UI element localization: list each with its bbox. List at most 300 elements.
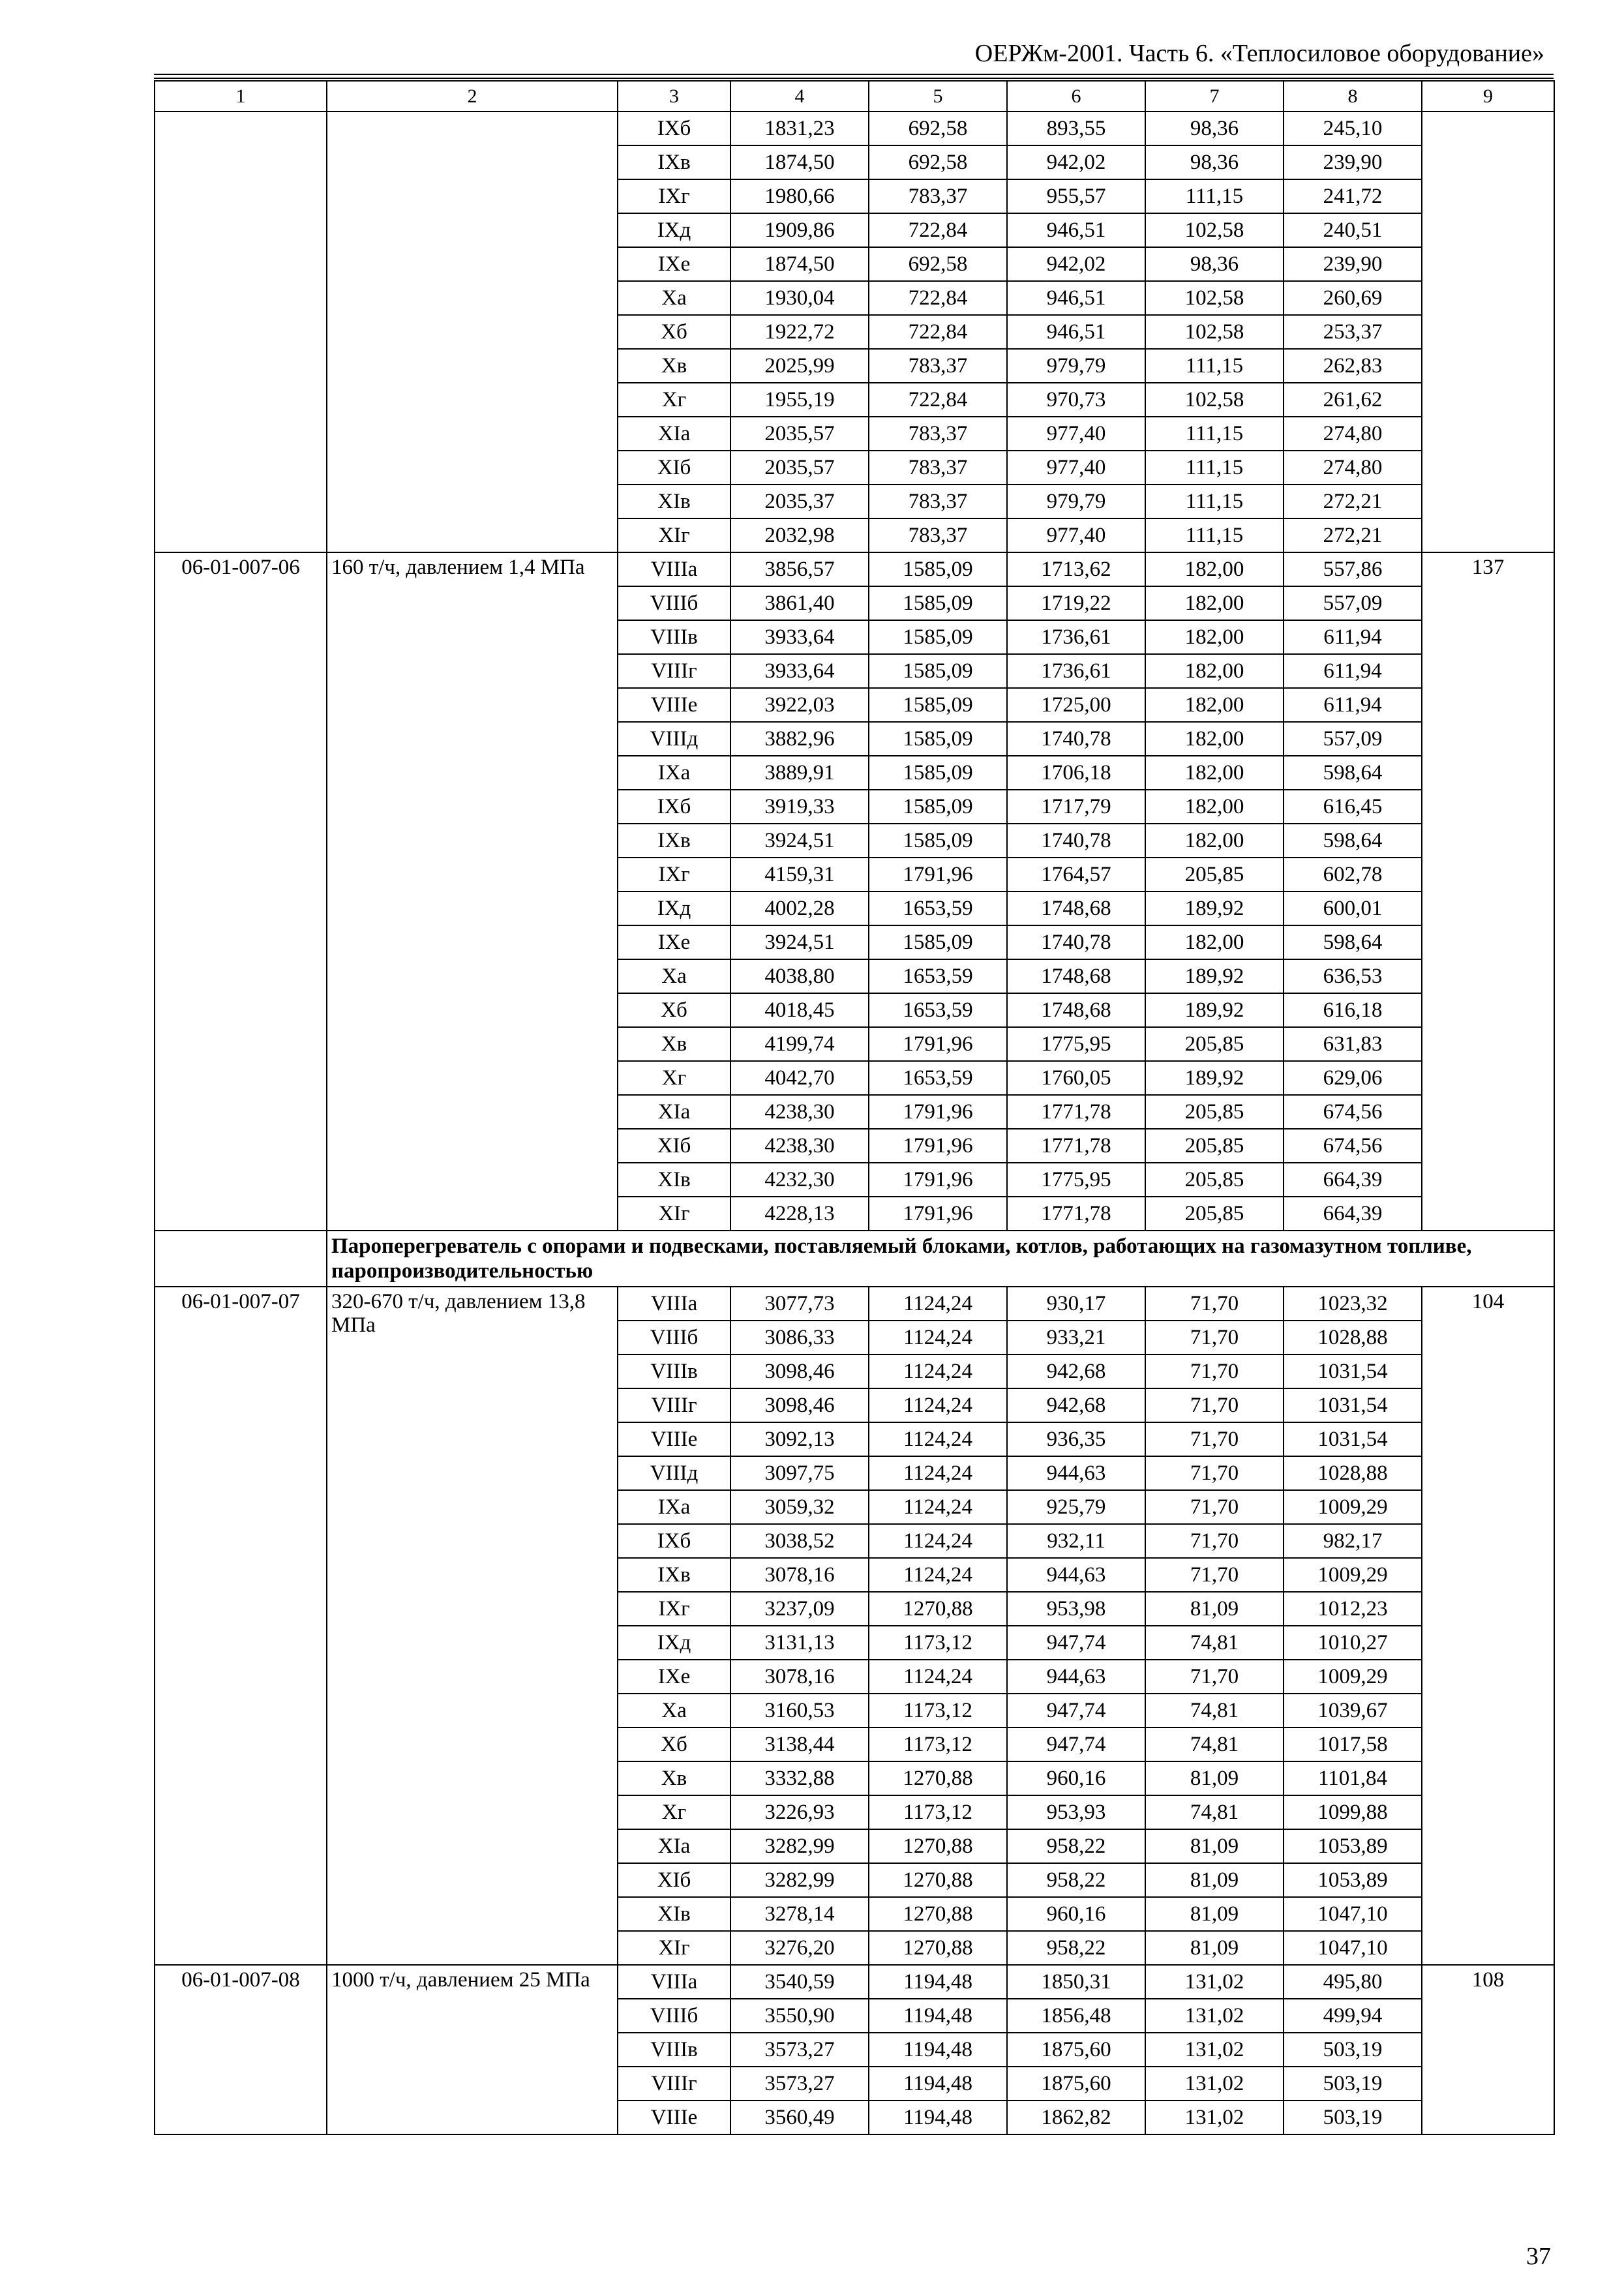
operator-wages-cell: 98,36 <box>1145 112 1284 145</box>
operator-wages-cell: 71,70 <box>1145 1456 1284 1490</box>
rate-code-cell <box>155 112 327 552</box>
total-cost-cell: 1980,66 <box>730 179 869 213</box>
labor-wages-cell: 692,58 <box>869 145 1007 179</box>
labor-wages-cell: 1194,48 <box>869 1999 1007 2033</box>
machines-cost-cell: 1748,68 <box>1007 959 1145 993</box>
column-number-cell: 5 <box>869 81 1007 112</box>
operator-wages-cell: 81,09 <box>1145 1931 1284 1965</box>
column-number-cell: 6 <box>1007 81 1145 112</box>
region-zone-cell: IXб <box>618 112 730 145</box>
labor-wages-cell: 1270,88 <box>869 1761 1007 1795</box>
materials-cost-cell: 598,64 <box>1284 824 1422 858</box>
machines-cost-cell: 1706,18 <box>1007 756 1145 790</box>
labor-wages-cell: 1124,24 <box>869 1287 1007 1321</box>
region-zone-cell: XIв <box>618 1897 730 1931</box>
operator-wages-cell: 71,70 <box>1145 1490 1284 1524</box>
total-cost-cell: 4232,30 <box>730 1163 869 1197</box>
machines-cost-cell: 1764,57 <box>1007 858 1145 891</box>
total-cost-cell: 3550,90 <box>730 1999 869 2033</box>
machines-cost-cell: 958,22 <box>1007 1931 1145 1965</box>
section-spacer-cell <box>155 1231 327 1287</box>
materials-cost-cell: 240,51 <box>1284 213 1422 247</box>
operator-wages-cell: 131,02 <box>1145 2101 1284 2134</box>
operator-wages-cell: 111,15 <box>1145 451 1284 485</box>
total-cost-cell: 4159,31 <box>730 858 869 891</box>
region-zone-cell: XIб <box>618 1129 730 1163</box>
machines-cost-cell: 893,55 <box>1007 112 1145 145</box>
operator-wages-cell: 182,00 <box>1145 824 1284 858</box>
region-zone-cell: IXа <box>618 1490 730 1524</box>
operator-wages-cell: 71,70 <box>1145 1321 1284 1354</box>
machines-cost-cell: 942,02 <box>1007 145 1145 179</box>
region-zone-cell: VIIIг <box>618 654 730 688</box>
machines-cost-cell: 977,40 <box>1007 518 1145 552</box>
labor-wages-cell: 1653,59 <box>869 993 1007 1027</box>
region-zone-cell: Xб <box>618 1728 730 1761</box>
materials-cost-cell: 495,80 <box>1284 1965 1422 1999</box>
total-cost-cell: 2035,37 <box>730 485 869 518</box>
labor-wages-cell: 1585,09 <box>869 688 1007 722</box>
labor-wages-cell: 1585,09 <box>869 756 1007 790</box>
region-zone-cell: XIа <box>618 417 730 451</box>
column-number-row <box>155 81 1554 112</box>
page-number: 37 <box>1526 2243 1551 2270</box>
total-cost-cell: 3077,73 <box>730 1287 869 1321</box>
materials-cost-cell: 598,64 <box>1284 925 1422 959</box>
operator-wages-cell: 81,09 <box>1145 1829 1284 1863</box>
materials-cost-cell: 1023,32 <box>1284 1287 1422 1321</box>
region-zone-cell: IXв <box>618 824 730 858</box>
materials-cost-cell: 1047,10 <box>1284 1897 1422 1931</box>
materials-cost-cell: 602,78 <box>1284 858 1422 891</box>
operator-wages-cell: 205,85 <box>1145 1095 1284 1129</box>
labor-wages-cell: 1791,96 <box>869 1027 1007 1061</box>
machines-cost-cell: 932,11 <box>1007 1524 1145 1558</box>
operator-wages-cell: 205,85 <box>1145 1027 1284 1061</box>
materials-cost-cell: 503,19 <box>1284 2067 1422 2101</box>
region-zone-cell: VIIIд <box>618 1456 730 1490</box>
region-zone-cell: IXг <box>618 179 730 213</box>
labor-wages-cell: 722,84 <box>869 383 1007 417</box>
machines-cost-cell: 1740,78 <box>1007 925 1145 959</box>
region-zone-cell: VIIIб <box>618 1321 730 1354</box>
operator-wages-cell: 111,15 <box>1145 349 1284 383</box>
total-cost-cell: 4038,80 <box>730 959 869 993</box>
operator-wages-cell: 81,09 <box>1145 1761 1284 1795</box>
total-cost-cell: 4238,30 <box>730 1095 869 1129</box>
total-cost-cell: 3098,46 <box>730 1388 869 1422</box>
total-cost-cell: 4228,13 <box>730 1197 869 1231</box>
materials-cost-cell: 1053,89 <box>1284 1863 1422 1897</box>
operator-wages-cell: 182,00 <box>1145 620 1284 654</box>
machines-cost-cell: 1760,05 <box>1007 1061 1145 1095</box>
operator-wages-cell: 71,70 <box>1145 1287 1284 1321</box>
region-zone-cell: Xг <box>618 1061 730 1095</box>
region-zone-cell: Xг <box>618 1795 730 1829</box>
machines-cost-cell: 970,73 <box>1007 383 1145 417</box>
operator-wages-cell: 205,85 <box>1145 1163 1284 1197</box>
operator-wages-cell: 111,15 <box>1145 518 1284 552</box>
labor-wages-cell: 1124,24 <box>869 1558 1007 1592</box>
rate-description-cell <box>327 112 618 552</box>
materials-cost-cell: 262,83 <box>1284 349 1422 383</box>
region-zone-cell: Xв <box>618 1761 730 1795</box>
machines-cost-cell: 958,22 <box>1007 1829 1145 1863</box>
materials-cost-cell: 260,69 <box>1284 281 1422 315</box>
region-zone-cell: VIIIе <box>618 688 730 722</box>
materials-cost-cell: 598,64 <box>1284 756 1422 790</box>
materials-cost-cell: 629,06 <box>1284 1061 1422 1095</box>
region-zone-cell: VIIIг <box>618 1388 730 1422</box>
operator-wages-cell: 189,92 <box>1145 1061 1284 1095</box>
total-cost-cell: 1955,19 <box>730 383 869 417</box>
materials-cost-cell: 557,09 <box>1284 722 1422 756</box>
labor-wages-cell: 1124,24 <box>869 1490 1007 1524</box>
labor-wages-cell: 1124,24 <box>869 1422 1007 1456</box>
materials-cost-cell: 274,80 <box>1284 451 1422 485</box>
operator-wages-cell: 182,00 <box>1145 688 1284 722</box>
labor-wages-cell: 692,58 <box>869 112 1007 145</box>
labor-wages-cell: 1194,48 <box>869 2101 1007 2134</box>
column-number-cell: 2 <box>327 81 618 112</box>
materials-cost-cell: 253,37 <box>1284 315 1422 349</box>
operator-wages-cell: 98,36 <box>1145 247 1284 281</box>
materials-cost-cell: 241,72 <box>1284 179 1422 213</box>
region-zone-cell: XIг <box>618 1931 730 1965</box>
labor-wages-cell: 1124,24 <box>869 1660 1007 1694</box>
materials-cost-cell: 1017,58 <box>1284 1728 1422 1761</box>
operator-wages-cell: 205,85 <box>1145 1129 1284 1163</box>
machines-cost-cell: 944,63 <box>1007 1558 1145 1592</box>
region-zone-cell: IXб <box>618 1524 730 1558</box>
labor-wages-cell: 1173,12 <box>869 1795 1007 1829</box>
total-cost-cell: 3560,49 <box>730 2101 869 2134</box>
operator-wages-cell: 71,70 <box>1145 1524 1284 1558</box>
column-number-cell: 9 <box>1422 81 1554 112</box>
region-zone-cell: IXв <box>618 145 730 179</box>
machines-cost-cell: 958,22 <box>1007 1863 1145 1897</box>
labor-wages-cell: 1585,09 <box>869 722 1007 756</box>
machines-cost-cell: 925,79 <box>1007 1490 1145 1524</box>
materials-cost-cell: 1053,89 <box>1284 1829 1422 1863</box>
total-cost-cell: 4199,74 <box>730 1027 869 1061</box>
labor-wages-cell: 1585,09 <box>869 552 1007 586</box>
region-zone-cell: IXа <box>618 756 730 790</box>
labor-wages-cell: 783,37 <box>869 485 1007 518</box>
table-body <box>155 81 1554 2134</box>
region-zone-cell: IXд <box>618 891 730 925</box>
materials-cost-cell: 611,94 <box>1284 688 1422 722</box>
materials-cost-cell: 557,86 <box>1284 552 1422 586</box>
total-cost-cell: 2032,98 <box>730 518 869 552</box>
machines-cost-cell: 1771,78 <box>1007 1197 1145 1231</box>
total-cost-cell: 3059,32 <box>730 1490 869 1524</box>
region-zone-cell: XIа <box>618 1829 730 1863</box>
operator-wages-cell: 102,58 <box>1145 213 1284 247</box>
operator-wages-cell: 74,81 <box>1145 1694 1284 1728</box>
region-zone-cell: IXе <box>618 925 730 959</box>
total-cost-cell: 3924,51 <box>730 925 869 959</box>
machines-cost-cell: 1719,22 <box>1007 586 1145 620</box>
total-cost-cell: 3282,99 <box>730 1863 869 1897</box>
rate-table <box>154 80 1555 2135</box>
total-cost-cell: 4238,30 <box>730 1129 869 1163</box>
machines-cost-cell: 1875,60 <box>1007 2033 1145 2067</box>
region-zone-cell: VIIIв <box>618 2033 730 2067</box>
region-zone-cell: VIIIе <box>618 2101 730 2134</box>
region-zone-cell: VIIIа <box>618 552 730 586</box>
labor-wages-cell: 1124,24 <box>869 1456 1007 1490</box>
operator-wages-cell: 111,15 <box>1145 179 1284 213</box>
machines-cost-cell: 1736,61 <box>1007 654 1145 688</box>
total-cost-cell: 3226,93 <box>730 1795 869 1829</box>
machines-cost-cell: 942,02 <box>1007 247 1145 281</box>
labor-wages-cell: 1653,59 <box>869 1061 1007 1095</box>
materials-cost-cell: 982,17 <box>1284 1524 1422 1558</box>
materials-cost-cell: 1012,23 <box>1284 1592 1422 1626</box>
materials-cost-cell: 1028,88 <box>1284 1456 1422 1490</box>
region-zone-cell: XIб <box>618 1863 730 1897</box>
region-zone-cell: XIв <box>618 1163 730 1197</box>
total-cost-cell: 3098,46 <box>730 1354 869 1388</box>
materials-cost-cell: 616,18 <box>1284 993 1422 1027</box>
total-cost-cell: 3138,44 <box>730 1728 869 1761</box>
machines-cost-cell: 1717,79 <box>1007 790 1145 824</box>
rate-description-cell: 320-670 т/ч, давлением 13,8 МПа <box>327 1287 618 1965</box>
labor-wages-cell: 1791,96 <box>869 858 1007 891</box>
machines-cost-cell: 1748,68 <box>1007 993 1145 1027</box>
machines-cost-cell: 960,16 <box>1007 1761 1145 1795</box>
total-cost-cell: 3540,59 <box>730 1965 869 1999</box>
machines-cost-cell: 953,93 <box>1007 1795 1145 1829</box>
table-row <box>155 1287 1554 1321</box>
machines-cost-cell: 960,16 <box>1007 1897 1145 1931</box>
operator-wages-cell: 111,15 <box>1145 417 1284 451</box>
operator-wages-cell: 102,58 <box>1145 281 1284 315</box>
labor-wages-cell: 1173,12 <box>869 1728 1007 1761</box>
materials-cost-cell: 1031,54 <box>1284 1422 1422 1456</box>
materials-cost-cell: 239,90 <box>1284 145 1422 179</box>
region-zone-cell: IXг <box>618 858 730 891</box>
labor-wages-cell: 1173,12 <box>869 1626 1007 1660</box>
operator-wages-cell: 74,81 <box>1145 1795 1284 1829</box>
machines-cost-cell: 946,51 <box>1007 315 1145 349</box>
header-rule <box>154 74 1554 75</box>
region-zone-cell: VIIIе <box>618 1422 730 1456</box>
materials-cost-cell: 499,94 <box>1284 1999 1422 2033</box>
labor-total-cell: 137 <box>1422 552 1554 1231</box>
machines-cost-cell: 1771,78 <box>1007 1095 1145 1129</box>
region-zone-cell: IXд <box>618 1626 730 1660</box>
table-row <box>155 552 1554 586</box>
region-zone-cell: Xб <box>618 993 730 1027</box>
operator-wages-cell: 182,00 <box>1145 756 1284 790</box>
materials-cost-cell: 272,21 <box>1284 518 1422 552</box>
operator-wages-cell: 71,70 <box>1145 1558 1284 1592</box>
materials-cost-cell: 631,83 <box>1284 1027 1422 1061</box>
total-cost-cell: 3922,03 <box>730 688 869 722</box>
materials-cost-cell: 1009,29 <box>1284 1558 1422 1592</box>
machines-cost-cell: 947,74 <box>1007 1694 1145 1728</box>
total-cost-cell: 4002,28 <box>730 891 869 925</box>
machines-cost-cell: 1740,78 <box>1007 824 1145 858</box>
machines-cost-cell: 979,79 <box>1007 485 1145 518</box>
labor-wages-cell: 783,37 <box>869 417 1007 451</box>
operator-wages-cell: 182,00 <box>1145 722 1284 756</box>
operator-wages-cell: 102,58 <box>1145 383 1284 417</box>
region-zone-cell: VIIIв <box>618 620 730 654</box>
operator-wages-cell: 182,00 <box>1145 552 1284 586</box>
labor-wages-cell: 722,84 <box>869 315 1007 349</box>
materials-cost-cell: 1039,67 <box>1284 1694 1422 1728</box>
labor-wages-cell: 1270,88 <box>869 1863 1007 1897</box>
total-cost-cell: 3276,20 <box>730 1931 869 1965</box>
labor-wages-cell: 1194,48 <box>869 2033 1007 2067</box>
machines-cost-cell: 930,17 <box>1007 1287 1145 1321</box>
machines-cost-cell: 946,51 <box>1007 281 1145 315</box>
machines-cost-cell: 942,68 <box>1007 1354 1145 1388</box>
materials-cost-cell: 674,56 <box>1284 1129 1422 1163</box>
total-cost-cell: 3332,88 <box>730 1761 869 1795</box>
labor-wages-cell: 1791,96 <box>869 1129 1007 1163</box>
region-zone-cell: VIIIд <box>618 722 730 756</box>
machines-cost-cell: 953,98 <box>1007 1592 1145 1626</box>
operator-wages-cell: 189,92 <box>1145 891 1284 925</box>
materials-cost-cell: 1010,27 <box>1284 1626 1422 1660</box>
machines-cost-cell: 1850,31 <box>1007 1965 1145 1999</box>
machines-cost-cell: 1725,00 <box>1007 688 1145 722</box>
total-cost-cell: 3889,91 <box>730 756 869 790</box>
labor-wages-cell: 1585,09 <box>869 790 1007 824</box>
labor-wages-cell: 1173,12 <box>869 1694 1007 1728</box>
operator-wages-cell: 182,00 <box>1145 586 1284 620</box>
machines-cost-cell: 1736,61 <box>1007 620 1145 654</box>
labor-wages-cell: 783,37 <box>869 518 1007 552</box>
total-cost-cell: 1874,50 <box>730 247 869 281</box>
total-cost-cell: 3573,27 <box>730 2033 869 2067</box>
materials-cost-cell: 674,56 <box>1284 1095 1422 1129</box>
machines-cost-cell: 1775,95 <box>1007 1163 1145 1197</box>
materials-cost-cell: 1031,54 <box>1284 1354 1422 1388</box>
machines-cost-cell: 1740,78 <box>1007 722 1145 756</box>
labor-wages-cell: 1585,09 <box>869 586 1007 620</box>
operator-wages-cell: 71,70 <box>1145 1422 1284 1456</box>
labor-wages-cell: 1270,88 <box>869 1829 1007 1863</box>
total-cost-cell: 1874,50 <box>730 145 869 179</box>
total-cost-cell: 3933,64 <box>730 654 869 688</box>
column-number-cell: 4 <box>730 81 869 112</box>
labor-wages-cell: 1791,96 <box>869 1095 1007 1129</box>
operator-wages-cell: 71,70 <box>1145 1388 1284 1422</box>
region-zone-cell: XIв <box>618 485 730 518</box>
region-zone-cell: XIа <box>618 1095 730 1129</box>
machines-cost-cell: 947,74 <box>1007 1626 1145 1660</box>
section-title: Пароперегреватель с опорами и подвесками, поставляемый блоками, котлов, работающих на газомазутном топливе, паропроизводительностью <box>327 1231 1554 1287</box>
operator-wages-cell: 98,36 <box>1145 145 1284 179</box>
labor-wages-cell: 722,84 <box>869 281 1007 315</box>
total-cost-cell: 4018,45 <box>730 993 869 1027</box>
labor-wages-cell: 783,37 <box>869 179 1007 213</box>
total-cost-cell: 3933,64 <box>730 620 869 654</box>
column-number-cell: 1 <box>155 81 327 112</box>
total-cost-cell: 3086,33 <box>730 1321 869 1354</box>
total-cost-cell: 2025,99 <box>730 349 869 383</box>
materials-cost-cell: 274,80 <box>1284 417 1422 451</box>
region-zone-cell: Xв <box>618 349 730 383</box>
operator-wages-cell: 74,81 <box>1145 1728 1284 1761</box>
machines-cost-cell: 955,57 <box>1007 179 1145 213</box>
total-cost-cell: 3038,52 <box>730 1524 869 1558</box>
table-row <box>155 112 1554 145</box>
page-header-title: ОЕРЖм-2001. Часть 6. «Теплосиловое оборудование» <box>974 40 1544 67</box>
materials-cost-cell: 1101,84 <box>1284 1761 1422 1795</box>
total-cost-cell: 1930,04 <box>730 281 869 315</box>
total-cost-cell: 3919,33 <box>730 790 869 824</box>
region-zone-cell: VIIIв <box>618 1354 730 1388</box>
total-cost-cell: 3924,51 <box>730 824 869 858</box>
total-cost-cell: 3097,75 <box>730 1456 869 1490</box>
labor-wages-cell: 1270,88 <box>869 1592 1007 1626</box>
machines-cost-cell: 977,40 <box>1007 451 1145 485</box>
machines-cost-cell: 947,74 <box>1007 1728 1145 1761</box>
materials-cost-cell: 1099,88 <box>1284 1795 1422 1829</box>
machines-cost-cell: 977,40 <box>1007 417 1145 451</box>
column-number-cell: 3 <box>618 81 730 112</box>
materials-cost-cell: 557,09 <box>1284 586 1422 620</box>
operator-wages-cell: 205,85 <box>1145 1197 1284 1231</box>
total-cost-cell: 3861,40 <box>730 586 869 620</box>
region-zone-cell: Xа <box>618 281 730 315</box>
total-cost-cell: 3078,16 <box>730 1660 869 1694</box>
machines-cost-cell: 933,21 <box>1007 1321 1145 1354</box>
total-cost-cell: 3237,09 <box>730 1592 869 1626</box>
labor-wages-cell: 1194,48 <box>869 2067 1007 2101</box>
labor-total-cell <box>1422 112 1554 552</box>
region-zone-cell: Xв <box>618 1027 730 1061</box>
section-row <box>155 1231 1554 1287</box>
region-zone-cell: VIIIб <box>618 1999 730 2033</box>
operator-wages-cell: 111,15 <box>1145 485 1284 518</box>
total-cost-cell: 1909,86 <box>730 213 869 247</box>
labor-wages-cell: 1124,24 <box>869 1524 1007 1558</box>
materials-cost-cell: 261,62 <box>1284 383 1422 417</box>
labor-wages-cell: 783,37 <box>869 451 1007 485</box>
region-zone-cell: IXв <box>618 1558 730 1592</box>
materials-cost-cell: 664,39 <box>1284 1163 1422 1197</box>
region-zone-cell: VIIIг <box>618 2067 730 2101</box>
operator-wages-cell: 81,09 <box>1145 1592 1284 1626</box>
operator-wages-cell: 182,00 <box>1145 925 1284 959</box>
operator-wages-cell: 81,09 <box>1145 1863 1284 1897</box>
region-zone-cell: IXд <box>618 213 730 247</box>
materials-cost-cell: 611,94 <box>1284 620 1422 654</box>
total-cost-cell: 3573,27 <box>730 2067 869 2101</box>
operator-wages-cell: 131,02 <box>1145 2033 1284 2067</box>
labor-wages-cell: 1270,88 <box>869 1931 1007 1965</box>
materials-cost-cell: 245,10 <box>1284 112 1422 145</box>
machines-cost-cell: 1875,60 <box>1007 2067 1145 2101</box>
operator-wages-cell: 102,58 <box>1145 315 1284 349</box>
materials-cost-cell: 611,94 <box>1284 654 1422 688</box>
region-zone-cell: VIIIа <box>618 1287 730 1321</box>
machines-cost-cell: 1713,62 <box>1007 552 1145 586</box>
region-zone-cell: Xг <box>618 383 730 417</box>
rate-description-cell: 1000 т/ч, давлением 25 МПа <box>327 1965 618 2134</box>
labor-wages-cell: 692,58 <box>869 247 1007 281</box>
region-zone-cell: IXе <box>618 1660 730 1694</box>
rate-code-cell: 06-01-007-06 <box>155 552 327 1231</box>
rate-description-cell: 160 т/ч, давлением 1,4 МПа <box>327 552 618 1231</box>
